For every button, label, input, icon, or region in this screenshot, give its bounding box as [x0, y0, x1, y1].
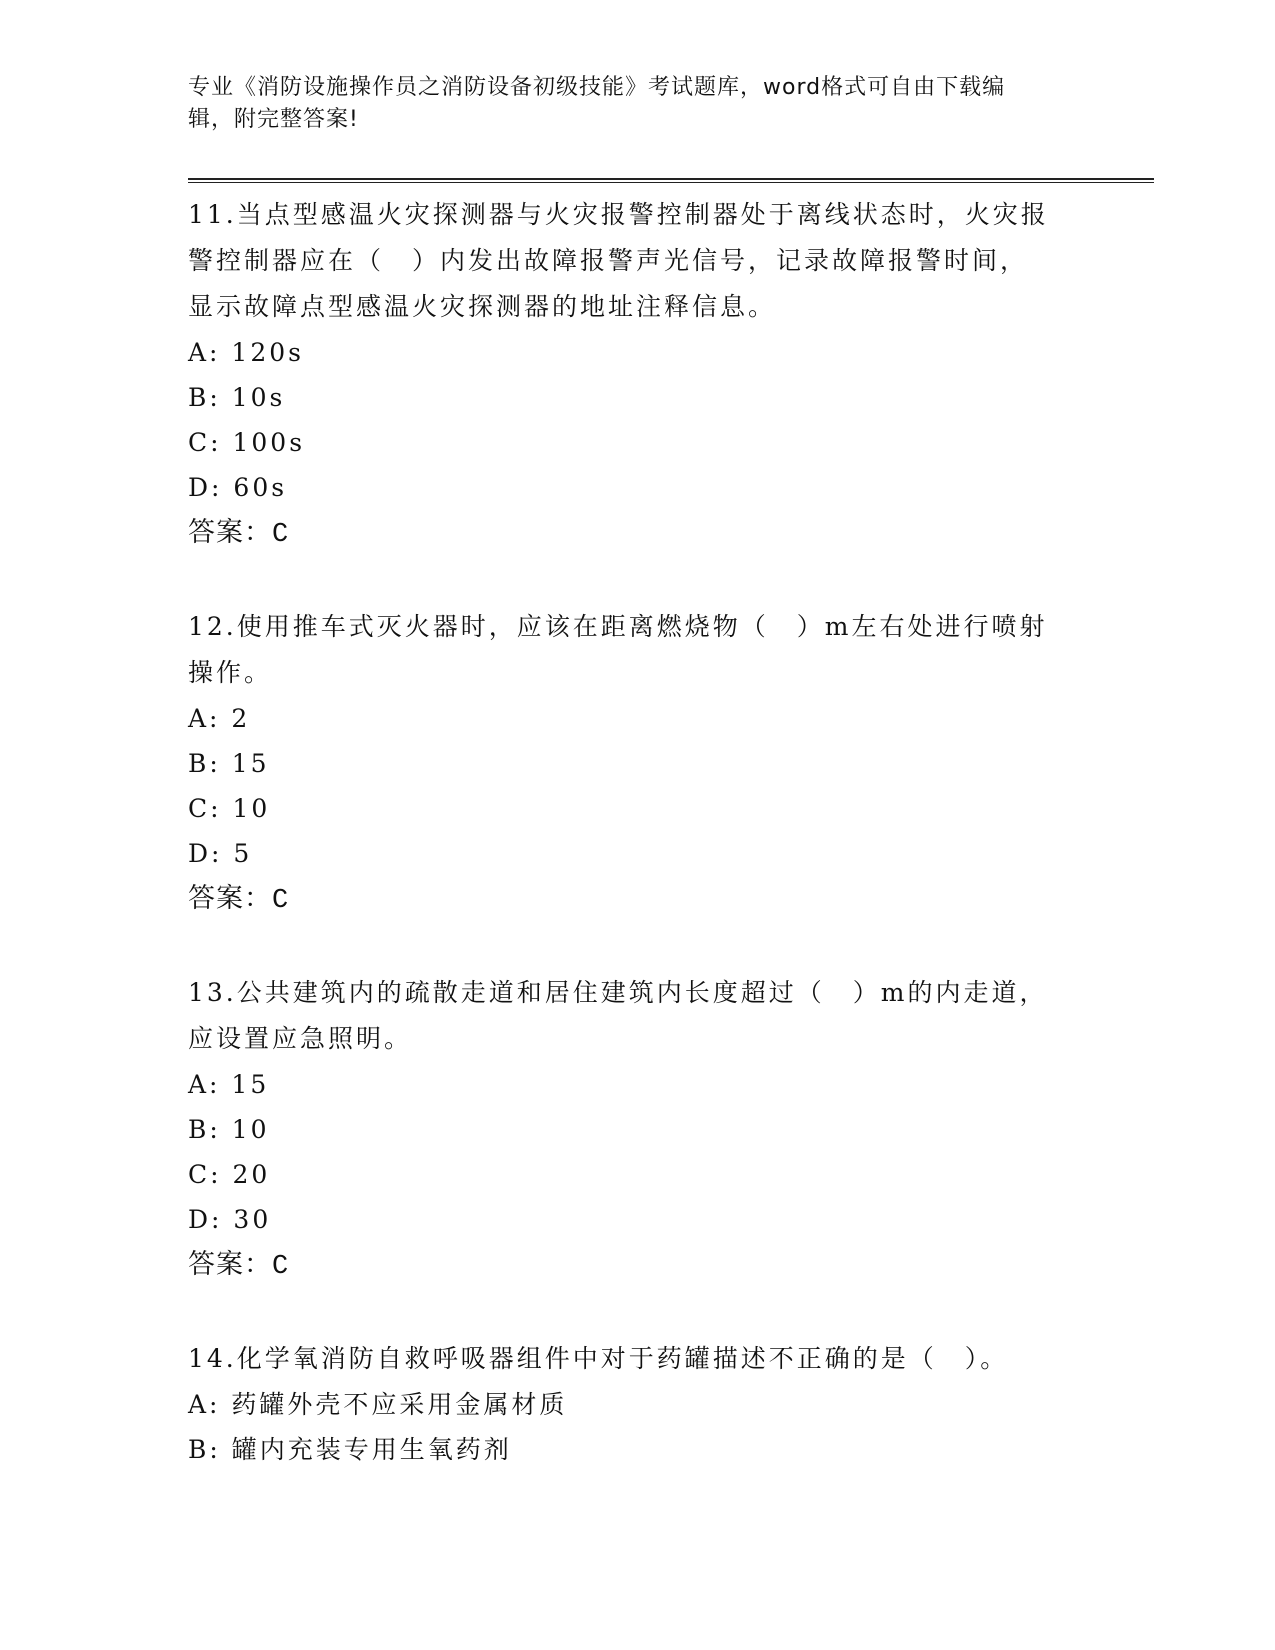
option-c: C: 20 [188, 1160, 271, 1189]
header-line-2: 辑，附完整答案! [188, 107, 359, 132]
option-b: B: 10s [188, 383, 286, 412]
question-text [188, 1336, 1088, 1382]
option-b: B: 10 [188, 1115, 270, 1144]
header-divider-thin [188, 182, 1154, 183]
answer-line [188, 876, 1088, 924]
question-text [188, 192, 1088, 330]
question-list [188, 192, 1088, 1518]
answer-value: C [272, 886, 290, 916]
answer-label: 答案： [188, 517, 272, 548]
option-a: A: 120s [188, 338, 304, 367]
question-13 [188, 970, 1088, 1290]
header-line-1: 专业《消防设施操作员之消防设备初级技能》考试题库，word格式可自由下载编 [188, 75, 1006, 100]
option-a: A: 2 [188, 704, 251, 733]
option-c: C: 10 [188, 794, 271, 823]
answer-line [188, 1242, 1088, 1290]
question-line: 警控制器应在（ ）内发出故障报警声光信号，记录故障报警时间， [188, 246, 1029, 275]
option-a: A: 药罐外壳不应采用金属材质 [188, 1390, 568, 1419]
option-d: D: 30 [188, 1205, 272, 1234]
answer-value: C [272, 520, 290, 550]
option-a: A: 15 [188, 1070, 270, 1099]
option-c: C: 100s [188, 428, 306, 457]
question-line: 操作。 [188, 658, 273, 687]
document-header [188, 72, 1068, 136]
question-text [188, 970, 1088, 1062]
answer-line [188, 510, 1088, 558]
answer-value: C [272, 1252, 290, 1282]
option-d: D: 60s [188, 473, 288, 502]
header-divider [188, 178, 1154, 180]
option-b: B: 罐内充装专用生氧药剂 [188, 1435, 512, 1464]
question-14 [188, 1336, 1088, 1472]
question-text [188, 604, 1088, 696]
question-line: 显示故障点型感温火灾探测器的地址注释信息。 [188, 292, 777, 321]
option-d: D: 5 [188, 839, 253, 868]
question-line: 13.公共建筑内的疏散走道和居住建筑内长度超过（ ）m的内走道， [188, 978, 1048, 1007]
question-line: 应设置应急照明。 [188, 1024, 413, 1053]
question-11 [188, 192, 1088, 558]
option-b: B: 15 [188, 749, 270, 778]
answer-label: 答案： [188, 1249, 272, 1280]
question-line: 12.使用推车式灭火器时，应该在距离燃烧物（ ）m左右处进行喷射 [188, 612, 1048, 641]
question-12 [188, 604, 1088, 924]
question-line: 14.化学氧消防自救呼吸器组件中对于药罐描述不正确的是（ ）。 [188, 1344, 1009, 1373]
question-line: 11.当点型感温火灾探测器与火灾报警控制器处于离线状态时，火灾报 [188, 200, 1049, 229]
answer-label: 答案： [188, 883, 272, 914]
